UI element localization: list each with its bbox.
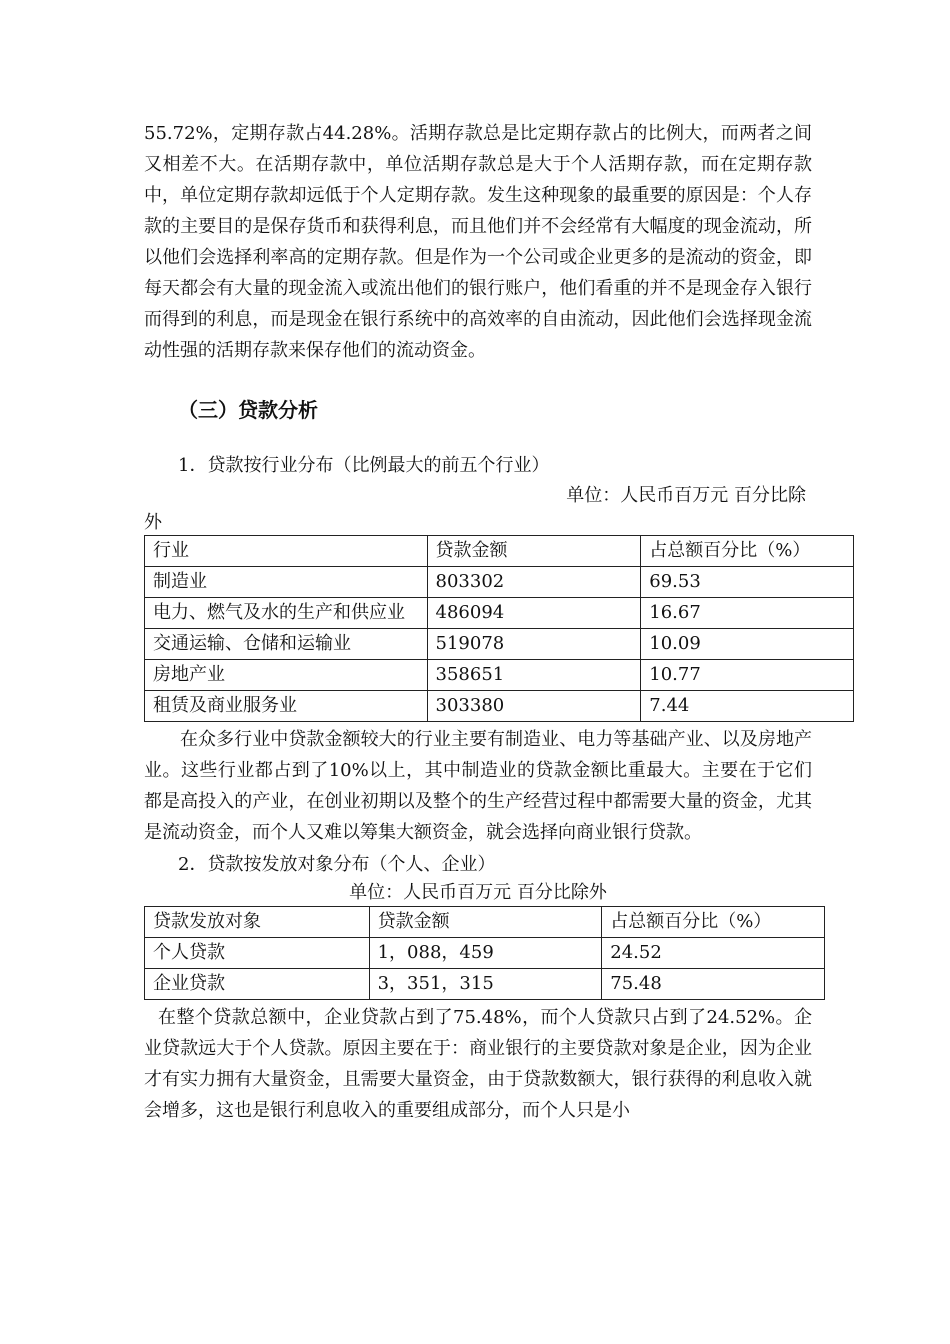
industry-unit-line2: 外 (144, 512, 162, 533)
percent-cell: 10.77 (641, 660, 854, 691)
percent-cell: 24.52 (602, 938, 825, 969)
table-header-row (145, 907, 825, 938)
table-row (145, 691, 854, 722)
amount-cell: 519078 (427, 629, 641, 660)
percent-cell: 7.44 (641, 691, 854, 722)
amount-cell: 803302 (427, 567, 641, 598)
industry-analysis-paragraph: 在众多行业中贷款金额较大的行业主要有制造业、电力等基础产业、以及房地产业。这些行业都占到了10%以上，其中制造业的贷款金额比重最大。主要在于它们都是高投入的产业，在创业初期以及整个的生产经营过程中都需要大量的资金，尤其是流动资金，而个人又难以筹集大额资金，就会选择向商业银行贷款。 (144, 729, 812, 843)
header-cell: 行业 (145, 536, 428, 567)
header-cell: 贷款金额 (369, 907, 602, 938)
intro-paragraph: 55.72%，定期存款占44.28%。活期存款总是比定期存款占的比例大，而两者之间又相差不大。在活期存款中，单位活期存款总是大于个人活期存款，而在定期存款中，单位定期存款却远低于个人定期存款。发生这种现象的最重要的原因是：个人存款的主要目的是保存货币和获得利息，而且他们并不会经常有大幅度的现金流动，所以他们会选择利率高的定期存款。但是作为一个公司或企业更多的是流动的资金，即每天都会有大量的现金流入或流出他们的银行账户，他们看重的并不是现金存入银行而得到的利息，而是现金在银行系统中的高效率的自由流动，因此他们会选择现金流动性强的活期存款来保存他们的流动资金。 (144, 123, 812, 361)
table-row (145, 969, 825, 1000)
industry-loan-table (144, 535, 854, 722)
header-cell: 贷款发放对象 (145, 907, 370, 938)
borrower-cell: 个人贷款 (145, 938, 370, 969)
table-row (145, 598, 854, 629)
industry-cell: 电力、燃气及水的生产和供应业 (145, 598, 428, 629)
borrower-table-title: 2．贷款按发放对象分布（个人、企业） (178, 854, 496, 875)
industry-unit-line1: 单位：人民币百万元 百分比除 (566, 485, 806, 506)
percent-cell: 16.67 (641, 598, 854, 629)
amount-cell: 3，351，315 (369, 969, 602, 1000)
table-row (145, 938, 825, 969)
header-cell: 占总额百分比（%） (641, 536, 854, 567)
industry-cell: 制造业 (145, 567, 428, 598)
table-header-row (145, 536, 854, 567)
table-row (145, 629, 854, 660)
amount-cell: 303380 (427, 691, 641, 722)
industry-table-title: 1．贷款按行业分布（比例最大的前五个行业） (178, 455, 550, 476)
amount-cell: 1，088，459 (369, 938, 602, 969)
borrower-cell: 企业贷款 (145, 969, 370, 1000)
borrower-loan-table (144, 906, 825, 1000)
industry-cell: 交通运输、仓储和运输业 (145, 629, 428, 660)
borrower-analysis-paragraph: 在整个贷款总额中，企业贷款占到了75.48%，而个人贷款只占到了24.52%。企业贷款远大于个人贷款。原因主要在于：商业银行的主要贷款对象是企业，因为企业才有实力拥有大量资金，且需要大量资金，由于贷款数额大，银行获得的利息收入就会增多，这也是银行利息收入的重要组成部分，而个人只是小 (144, 1007, 812, 1121)
table-row (145, 567, 854, 598)
industry-cell: 租赁及商业服务业 (145, 691, 428, 722)
amount-cell: 486094 (427, 598, 641, 629)
percent-cell: 10.09 (641, 629, 854, 660)
industry-cell: 房地产业 (145, 660, 428, 691)
borrower-unit: 单位：人民币百万元 百分比除外 (349, 882, 607, 903)
amount-cell: 358651 (427, 660, 641, 691)
table-row (145, 660, 854, 691)
header-cell: 贷款金额 (427, 536, 641, 567)
header-cell: 占总额百分比（%） (602, 907, 825, 938)
percent-cell: 75.48 (602, 969, 825, 1000)
document-page (144, 118, 812, 1126)
percent-cell: 69.53 (641, 567, 854, 598)
section-heading: （三）贷款分析 (178, 398, 318, 422)
